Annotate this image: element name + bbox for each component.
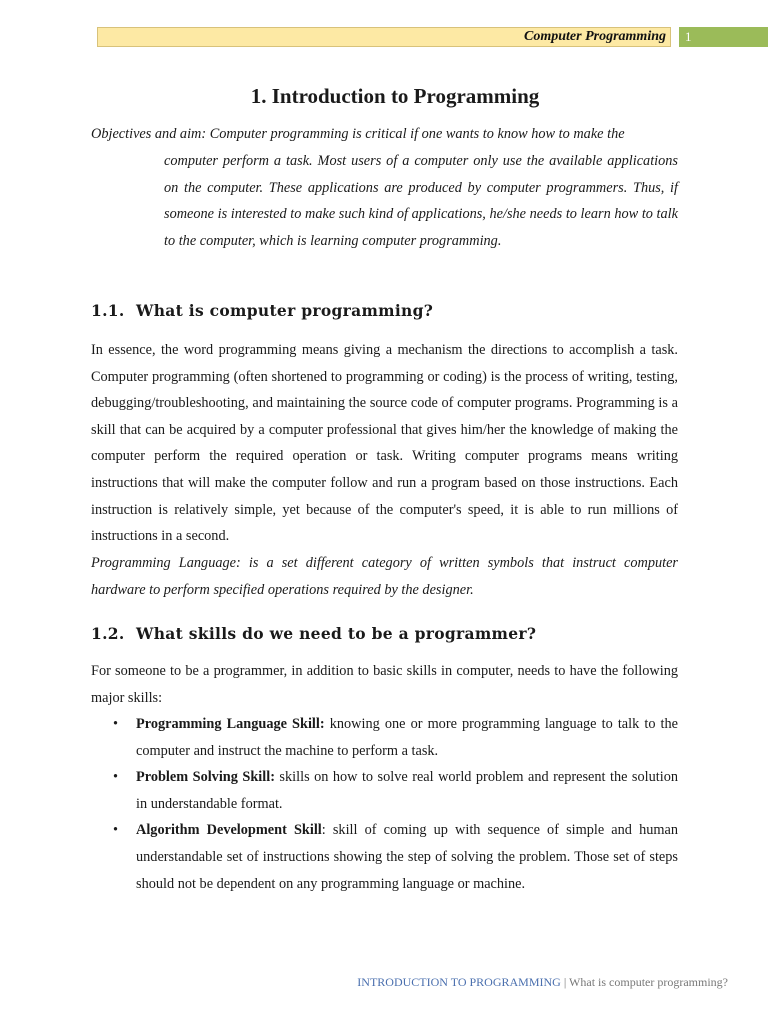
objectives-first-line: Objectives and aim: Computer programming is critical if one wants to know how to make the [91, 126, 625, 142]
footer-section: What is computer programming? [569, 975, 728, 989]
page-number: 1 [685, 29, 692, 44]
list-item [91, 764, 678, 817]
section-title: What is computer programming? [136, 301, 434, 320]
header-bar [97, 27, 671, 47]
objectives-rest: computer perform a task. Most users of a computer only use the available applications on the computer. These applications are produced by computer programmers. Thus, if someone is interested to make such kind of applications, he/she needs to learn how to talk to the computer, which is learning computer programming. [164, 152, 678, 250]
section-heading-1-1 [91, 301, 433, 320]
page-footer [357, 975, 728, 990]
skill-term: Problem Solving Skill: [136, 769, 275, 786]
footer-chapter: INTRODUCTION TO PROGRAMMING [357, 975, 561, 989]
list-item [91, 817, 678, 897]
section-number: 1.2. [91, 624, 125, 643]
bullet-icon: • [113, 716, 119, 732]
section-number: 1.1. [91, 301, 125, 320]
section-1-2-intro: For someone to be a programmer, in addition to basic skills in computer, needs to have the following major skills: [91, 663, 678, 706]
skill-description: skills on how to solve real world problem and represent the solution in understandable format. [136, 769, 678, 812]
bullet-icon: • [113, 822, 119, 839]
skill-description: knowing one or more programming language to talk to the computer and instruct the machine to perform a task. [136, 716, 679, 759]
page-title: 1. Introduction to Programming [250, 84, 540, 108]
bullet-icon: • [113, 769, 119, 786]
section-heading-1-2 [91, 624, 536, 643]
skill-term: Algorithm Development Skill [136, 822, 322, 839]
page-number-box [679, 27, 768, 47]
objectives-paragraph [91, 121, 678, 255]
header-title: Computer Programming [524, 29, 666, 44]
skills-list [91, 711, 678, 897]
skill-term: Programming Language Skill: [136, 716, 325, 732]
list-item [91, 711, 678, 764]
footer-separator: | [560, 975, 570, 989]
programming-language-definition: Programming Language: is a set different category of written symbols that instruct computer hardware to perform specified operations required by the designer. [91, 555, 678, 598]
section-title: What skills do we need to be a programmer? [136, 624, 537, 643]
section-1-1-paragraph: In essence, the word programming means giving a mechanism the directions to accomplish a task. Computer programming (often shortened to programming or coding) is the process of writing, testing, debugging/troubleshooting, and maintaining the source code of computer programs. Programming is a skill that can be acquired by a computer professional that gives him/her the knowledge of making the computer perform the required operation or task. Writing computer programs means writing instructions that will make the computer follow and run a program based on those instructions. Each instruction is relatively simple, yet because of the computer's speed, it is able to run millions of instructions in a second. [91, 342, 678, 545]
skill-description: : skill of coming up with sequence of simple and human understandable set of instructions showing the step of solving the problem. Those set of steps should not be dependent on any programming language or machine. [136, 822, 678, 892]
